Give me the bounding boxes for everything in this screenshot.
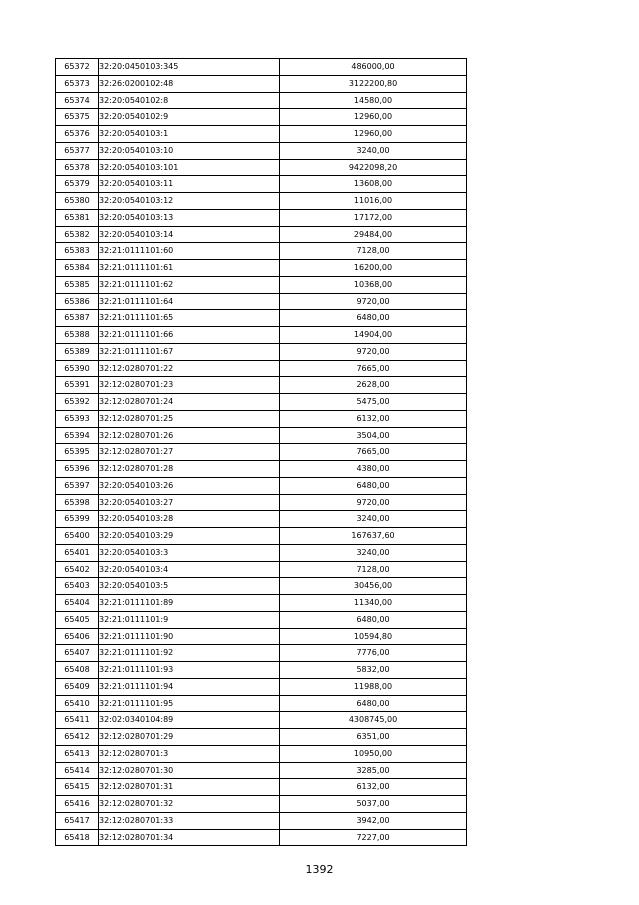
cadastral-value-cell: 29484,00 bbox=[280, 226, 467, 243]
table-row bbox=[56, 544, 467, 561]
row-number-cell: 65398 bbox=[56, 494, 99, 511]
table-row bbox=[56, 193, 467, 210]
table-row bbox=[56, 59, 467, 76]
cadastral-number-cell: 32:20:0540103:12 bbox=[99, 193, 280, 210]
table-row bbox=[56, 327, 467, 344]
row-number-cell: 65411 bbox=[56, 712, 99, 729]
cadastral-number-cell: 32:20:0540103:29 bbox=[99, 528, 280, 545]
cadastral-number-cell: 32:12:0280701:28 bbox=[99, 461, 280, 478]
table-row bbox=[56, 427, 467, 444]
cadastral-number-cell: 32:21:0111101:66 bbox=[99, 327, 280, 344]
table-row bbox=[56, 745, 467, 762]
row-number-cell: 65375 bbox=[56, 109, 99, 126]
cadastral-number-cell: 32:21:0111101:65 bbox=[99, 310, 280, 327]
cadastral-number-cell: 32:20:0450103:345 bbox=[99, 59, 280, 76]
cadastral-value-cell: 6132,00 bbox=[280, 779, 467, 796]
cadastral-number-cell: 32:12:0280701:23 bbox=[99, 377, 280, 394]
cadastral-value-cell: 167637,60 bbox=[280, 528, 467, 545]
page-number: 1392 bbox=[305, 863, 334, 876]
row-number-cell: 65385 bbox=[56, 276, 99, 293]
table-row bbox=[56, 461, 467, 478]
row-number-cell: 65392 bbox=[56, 394, 99, 411]
table-row bbox=[56, 159, 467, 176]
row-number-cell: 65416 bbox=[56, 796, 99, 813]
row-number-cell: 65397 bbox=[56, 477, 99, 494]
table-row bbox=[56, 511, 467, 528]
row-number-cell: 65387 bbox=[56, 310, 99, 327]
table-row bbox=[56, 628, 467, 645]
cadastral-number-cell: 32:20:0540103:5 bbox=[99, 578, 280, 595]
table-row bbox=[56, 494, 467, 511]
cadastral-number-cell: 32:12:0280701:33 bbox=[99, 812, 280, 829]
table-row bbox=[56, 260, 467, 277]
table-row bbox=[56, 712, 467, 729]
row-number-cell: 65417 bbox=[56, 812, 99, 829]
table-row bbox=[56, 662, 467, 679]
cadastral-value-cell: 7665,00 bbox=[280, 444, 467, 461]
table-row bbox=[56, 343, 467, 360]
row-number-cell: 65373 bbox=[56, 75, 99, 92]
cadastral-number-cell: 32:20:0540103:14 bbox=[99, 226, 280, 243]
row-number-cell: 65374 bbox=[56, 92, 99, 109]
row-number-cell: 65408 bbox=[56, 662, 99, 679]
row-number-cell: 65410 bbox=[56, 695, 99, 712]
cadastral-number-cell: 32:20:0540103:28 bbox=[99, 511, 280, 528]
row-number-cell: 65404 bbox=[56, 595, 99, 612]
table-row bbox=[56, 377, 467, 394]
cadastral-value-cell: 4308745,00 bbox=[280, 712, 467, 729]
row-number-cell: 65406 bbox=[56, 628, 99, 645]
cadastral-value-cell: 486000,00 bbox=[280, 59, 467, 76]
cadastral-number-cell: 32:12:0280701:27 bbox=[99, 444, 280, 461]
cadastral-value-cell: 16200,00 bbox=[280, 260, 467, 277]
row-number-cell: 65413 bbox=[56, 745, 99, 762]
row-number-cell: 65407 bbox=[56, 645, 99, 662]
cadastral-value-cell: 3122200,80 bbox=[280, 75, 467, 92]
cadastral-number-cell: 32:21:0111101:64 bbox=[99, 293, 280, 310]
table-row bbox=[56, 310, 467, 327]
cadastral-value-cell: 7665,00 bbox=[280, 360, 467, 377]
table-row bbox=[56, 209, 467, 226]
table-row bbox=[56, 695, 467, 712]
table-row bbox=[56, 762, 467, 779]
row-number-cell: 65402 bbox=[56, 561, 99, 578]
table-row bbox=[56, 444, 467, 461]
cadastral-value-cell: 5037,00 bbox=[280, 796, 467, 813]
cadastral-number-cell: 32:20:0540103:11 bbox=[99, 176, 280, 193]
table-row bbox=[56, 410, 467, 427]
row-number-cell: 65409 bbox=[56, 678, 99, 695]
row-number-cell: 65383 bbox=[56, 243, 99, 260]
cadastral-value-cell: 11340,00 bbox=[280, 595, 467, 612]
table-row bbox=[56, 276, 467, 293]
cadastral-value-cell: 30456,00 bbox=[280, 578, 467, 595]
cadastral-value-cell: 12960,00 bbox=[280, 109, 467, 126]
cadastral-value-cell: 6480,00 bbox=[280, 695, 467, 712]
row-number-cell: 65400 bbox=[56, 528, 99, 545]
row-number-cell: 65389 bbox=[56, 343, 99, 360]
row-number-cell: 65415 bbox=[56, 779, 99, 796]
row-number-cell: 65380 bbox=[56, 193, 99, 210]
cadastral-number-cell: 32:21:0111101:93 bbox=[99, 662, 280, 679]
table-row bbox=[56, 75, 467, 92]
cadastral-number-cell: 32:12:0280701:22 bbox=[99, 360, 280, 377]
row-number-cell: 65418 bbox=[56, 829, 99, 846]
cadastral-value-cell: 6132,00 bbox=[280, 410, 467, 427]
table-row bbox=[56, 394, 467, 411]
cadastral-value-cell: 6480,00 bbox=[280, 310, 467, 327]
table-row bbox=[56, 477, 467, 494]
table-row bbox=[56, 92, 467, 109]
cadastral-value-cell: 10594,80 bbox=[280, 628, 467, 645]
cadastral-value-cell: 2628,00 bbox=[280, 377, 467, 394]
row-number-cell: 65381 bbox=[56, 209, 99, 226]
row-number-cell: 65377 bbox=[56, 142, 99, 159]
row-number-cell: 65372 bbox=[56, 59, 99, 76]
cadastral-number-cell: 32:21:0111101:94 bbox=[99, 678, 280, 695]
cadastral-number-cell: 32:20:0540103:4 bbox=[99, 561, 280, 578]
cadastral-value-cell: 9720,00 bbox=[280, 343, 467, 360]
row-number-cell: 65405 bbox=[56, 611, 99, 628]
cadastral-number-cell: 32:20:0540103:27 bbox=[99, 494, 280, 511]
cadastral-value-cell: 12960,00 bbox=[280, 126, 467, 143]
cadastral-number-cell: 32:12:0280701:26 bbox=[99, 427, 280, 444]
cadastral-number-cell: 32:21:0111101:61 bbox=[99, 260, 280, 277]
row-number-cell: 65379 bbox=[56, 176, 99, 193]
table-row bbox=[56, 779, 467, 796]
cadastral-number-cell: 32:21:0111101:92 bbox=[99, 645, 280, 662]
cadastral-value-cell: 3240,00 bbox=[280, 544, 467, 561]
cadastral-value-cell: 5475,00 bbox=[280, 394, 467, 411]
cadastral-number-cell: 32:21:0111101:67 bbox=[99, 343, 280, 360]
cadastral-value-cell: 11016,00 bbox=[280, 193, 467, 210]
table-row bbox=[56, 829, 467, 846]
cadastral-number-cell: 32:20:0540103:13 bbox=[99, 209, 280, 226]
cadastral-number-cell: 32:12:0280701:34 bbox=[99, 829, 280, 846]
table-row bbox=[56, 142, 467, 159]
table-row bbox=[56, 528, 467, 545]
cadastral-value-cell: 3504,00 bbox=[280, 427, 467, 444]
cadastral-number-cell: 32:20:0540103:26 bbox=[99, 477, 280, 494]
cadastral-number-cell: 32:12:0280701:31 bbox=[99, 779, 280, 796]
cadastral-value-cell: 6480,00 bbox=[280, 477, 467, 494]
row-number-cell: 65376 bbox=[56, 126, 99, 143]
row-number-cell: 65401 bbox=[56, 544, 99, 561]
cadastral-value-cell: 6480,00 bbox=[280, 611, 467, 628]
cadastral-value-cell: 9720,00 bbox=[280, 494, 467, 511]
cadastral-number-cell: 32:21:0111101:62 bbox=[99, 276, 280, 293]
cadastral-value-cell: 9720,00 bbox=[280, 293, 467, 310]
table-row bbox=[56, 812, 467, 829]
cadastral-number-cell: 32:20:0540102:8 bbox=[99, 92, 280, 109]
cadastral-value-cell: 3942,00 bbox=[280, 812, 467, 829]
cadastral-number-cell: 32:12:0280701:3 bbox=[99, 745, 280, 762]
cadastral-value-cell: 7128,00 bbox=[280, 561, 467, 578]
row-number-cell: 65390 bbox=[56, 360, 99, 377]
table-row bbox=[56, 360, 467, 377]
cadastral-number-cell: 32:12:0280701:30 bbox=[99, 762, 280, 779]
cadastral-number-cell: 32:12:0280701:25 bbox=[99, 410, 280, 427]
table-row bbox=[56, 678, 467, 695]
cadastral-number-cell: 32:12:0280701:32 bbox=[99, 796, 280, 813]
table-row bbox=[56, 729, 467, 746]
row-number-cell: 65394 bbox=[56, 427, 99, 444]
cadastral-number-cell: 32:12:0280701:29 bbox=[99, 729, 280, 746]
cadastral-value-cell: 11988,00 bbox=[280, 678, 467, 695]
cadastral-value-cell: 10950,00 bbox=[280, 745, 467, 762]
cadastral-value-cell: 3240,00 bbox=[280, 142, 467, 159]
cadastral-value-cell: 4380,00 bbox=[280, 461, 467, 478]
cadastral-number-cell: 32:20:0540102:9 bbox=[99, 109, 280, 126]
cadastral-number-cell: 32:20:0540103:1 bbox=[99, 126, 280, 143]
cadastral-number-cell: 32:21:0111101:95 bbox=[99, 695, 280, 712]
table-body bbox=[56, 59, 467, 846]
cadastral-value-cell: 7227,00 bbox=[280, 829, 467, 846]
table-row bbox=[56, 126, 467, 143]
row-number-cell: 65384 bbox=[56, 260, 99, 277]
table-row bbox=[56, 243, 467, 260]
row-number-cell: 65382 bbox=[56, 226, 99, 243]
row-number-cell: 65386 bbox=[56, 293, 99, 310]
table-row bbox=[56, 578, 467, 595]
row-number-cell: 65388 bbox=[56, 327, 99, 344]
cadastral-number-cell: 32:21:0111101:90 bbox=[99, 628, 280, 645]
cadastral-number-cell: 32:21:0111101:9 bbox=[99, 611, 280, 628]
cadastral-number-cell: 32:21:0111101:89 bbox=[99, 595, 280, 612]
cadastral-value-cell: 14904,00 bbox=[280, 327, 467, 344]
row-number-cell: 65396 bbox=[56, 461, 99, 478]
row-number-cell: 65378 bbox=[56, 159, 99, 176]
cadastral-value-cell: 6351,00 bbox=[280, 729, 467, 746]
table-row bbox=[56, 561, 467, 578]
cadastral-value-cell: 7776,00 bbox=[280, 645, 467, 662]
table-row bbox=[56, 595, 467, 612]
cadastral-value-cell: 17172,00 bbox=[280, 209, 467, 226]
row-number-cell: 65414 bbox=[56, 762, 99, 779]
table-row bbox=[56, 109, 467, 126]
table-row bbox=[56, 645, 467, 662]
table-row bbox=[56, 293, 467, 310]
row-number-cell: 65412 bbox=[56, 729, 99, 746]
cadastral-number-cell: 32:21:0111101:60 bbox=[99, 243, 280, 260]
row-number-cell: 65391 bbox=[56, 377, 99, 394]
cadastral-number-cell: 32:12:0280701:24 bbox=[99, 394, 280, 411]
cadastral-value-cell: 5832,00 bbox=[280, 662, 467, 679]
cadastral-value-cell: 13608,00 bbox=[280, 176, 467, 193]
cadastral-value-cell: 3240,00 bbox=[280, 511, 467, 528]
cadastral-value-cell: 9422098,20 bbox=[280, 159, 467, 176]
cadastral-value-cell: 3285,00 bbox=[280, 762, 467, 779]
cadastral-number-cell: 32:20:0540103:101 bbox=[99, 159, 280, 176]
table-row bbox=[56, 611, 467, 628]
cadastral-value-cell: 10368,00 bbox=[280, 276, 467, 293]
cadastral-value-cell: 14580,00 bbox=[280, 92, 467, 109]
row-number-cell: 65399 bbox=[56, 511, 99, 528]
cadastral-number-cell: 32:20:0540103:3 bbox=[99, 544, 280, 561]
table-row bbox=[56, 226, 467, 243]
table-row bbox=[56, 796, 467, 813]
row-number-cell: 65393 bbox=[56, 410, 99, 427]
row-number-cell: 65395 bbox=[56, 444, 99, 461]
cadastral-number-cell: 32:02:0340104:89 bbox=[99, 712, 280, 729]
row-number-cell: 65403 bbox=[56, 578, 99, 595]
cadastral-number-cell: 32:26:0200102:48 bbox=[99, 75, 280, 92]
table-row bbox=[56, 176, 467, 193]
cadastral-value-table bbox=[55, 58, 467, 846]
cadastral-value-cell: 7128,00 bbox=[280, 243, 467, 260]
cadastral-number-cell: 32:20:0540103:10 bbox=[99, 142, 280, 159]
